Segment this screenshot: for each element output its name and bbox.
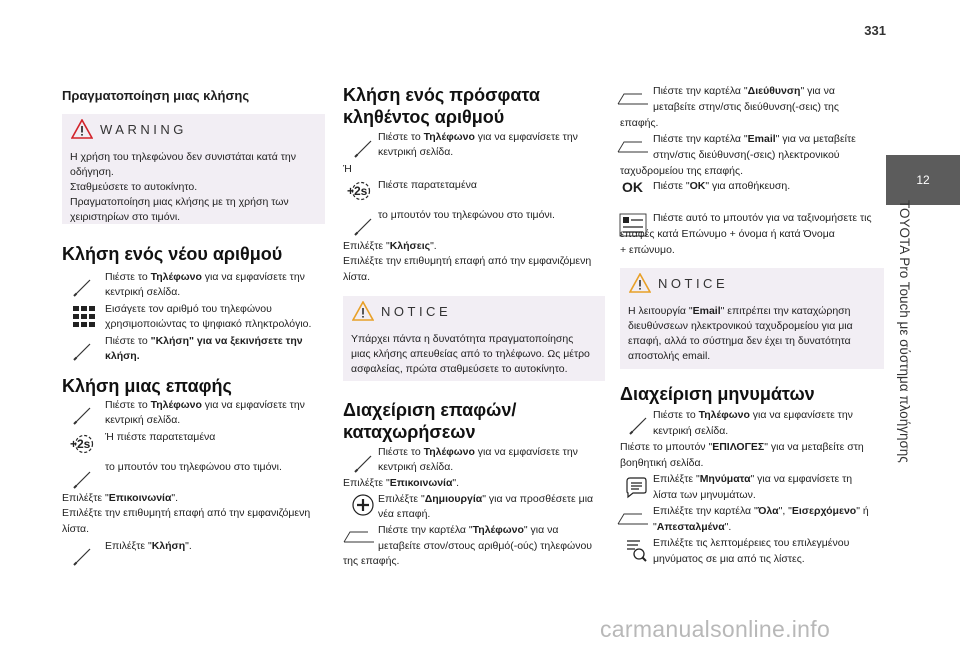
warning-line: οδήγηση. <box>70 166 114 178</box>
pen-icon <box>72 340 94 362</box>
notice-title: NOTICE <box>381 304 452 319</box>
notice-icon <box>352 301 374 321</box>
add-contact-icon <box>352 494 374 516</box>
tab-icon <box>343 528 375 544</box>
pen-icon <box>72 276 94 298</box>
notice-icon <box>629 273 651 293</box>
tab-icon <box>617 510 649 526</box>
tab-icon <box>617 90 649 106</box>
pen-icon <box>353 452 375 474</box>
heading-recent-call-2: κληθέντος αριθμού <box>343 107 505 127</box>
chapter-tab[interactable]: 12 <box>886 155 960 205</box>
heading-manage-contacts-2: καταχωρήσεων <box>343 422 476 442</box>
tab-icon <box>617 138 649 154</box>
hold-2s-icon <box>343 181 375 201</box>
heading-call-contact: Κλήση μιας επαφής <box>62 376 232 396</box>
warning-line: Πραγματοποίηση μιας κλήσης με τη χρήση των <box>70 196 289 208</box>
ok-icon: OK <box>622 179 643 195</box>
pen-icon <box>353 215 375 237</box>
pen-icon <box>628 414 650 436</box>
message-icon <box>624 476 648 500</box>
pen-icon <box>72 545 94 567</box>
heading-manage-messages: Διαχείριση μηνυμάτων <box>620 384 815 404</box>
svg-text:+2s: +2s <box>70 437 91 451</box>
warning-line: Σταθμεύσετε το αυτοκίνητο. <box>70 181 198 193</box>
page-number: 331 <box>864 23 886 38</box>
notice-box-email: NOTICE Η λειτουργία "Email" επιτρέπει την καταχώρηση διευθύνσεων ηλεκτρονικού ταχυδρομείου για μια επαφή, αλλά το σύστημα δεν έχει τη δυνατότητα αποστολής email. <box>620 268 884 369</box>
notice-box: NOTICE Υπάρχει πάντα η δυνατότητα πραγματοποίησης μιας κλήσης απευθείας από το τηλέφωνο. Ως μέτρο ασφαλείας, πρώτα σταθμεύσετε το αυτοκίνητο. <box>343 296 605 381</box>
warning-line: χειριστηρίων στο τιμόνι. <box>70 211 181 223</box>
pen-icon <box>353 137 375 159</box>
notice-title: NOTICE <box>658 276 729 291</box>
pen-icon <box>72 404 94 426</box>
heading-make-call: Πραγματοποίηση μιας κλήσης <box>62 88 250 103</box>
warning-title: WARNING <box>100 122 187 137</box>
keypad-icon <box>72 305 96 329</box>
heading-recent-call: Κλήση ενός πρόσφατα <box>343 85 540 105</box>
warning-icon <box>71 119 93 139</box>
heading-new-number: Κλήση ενός νέου αριθμού <box>62 244 283 264</box>
svg-text:+2s: +2s <box>347 184 368 198</box>
watermark: carmanualsonline.info <box>600 616 831 642</box>
warning-box <box>62 114 325 224</box>
message-details-icon <box>624 538 648 564</box>
pen-icon <box>72 468 94 490</box>
warning-line: Η χρήση του τηλεφώνου δεν συνιστάται κατά την <box>70 151 297 163</box>
hold-2s-icon <box>66 434 98 454</box>
chapter-title: TOYOTA Pro Touch με σύστημα πλοήγησης <box>897 200 912 463</box>
heading-manage-contacts: Διαχείριση επαφών/ <box>343 400 517 420</box>
